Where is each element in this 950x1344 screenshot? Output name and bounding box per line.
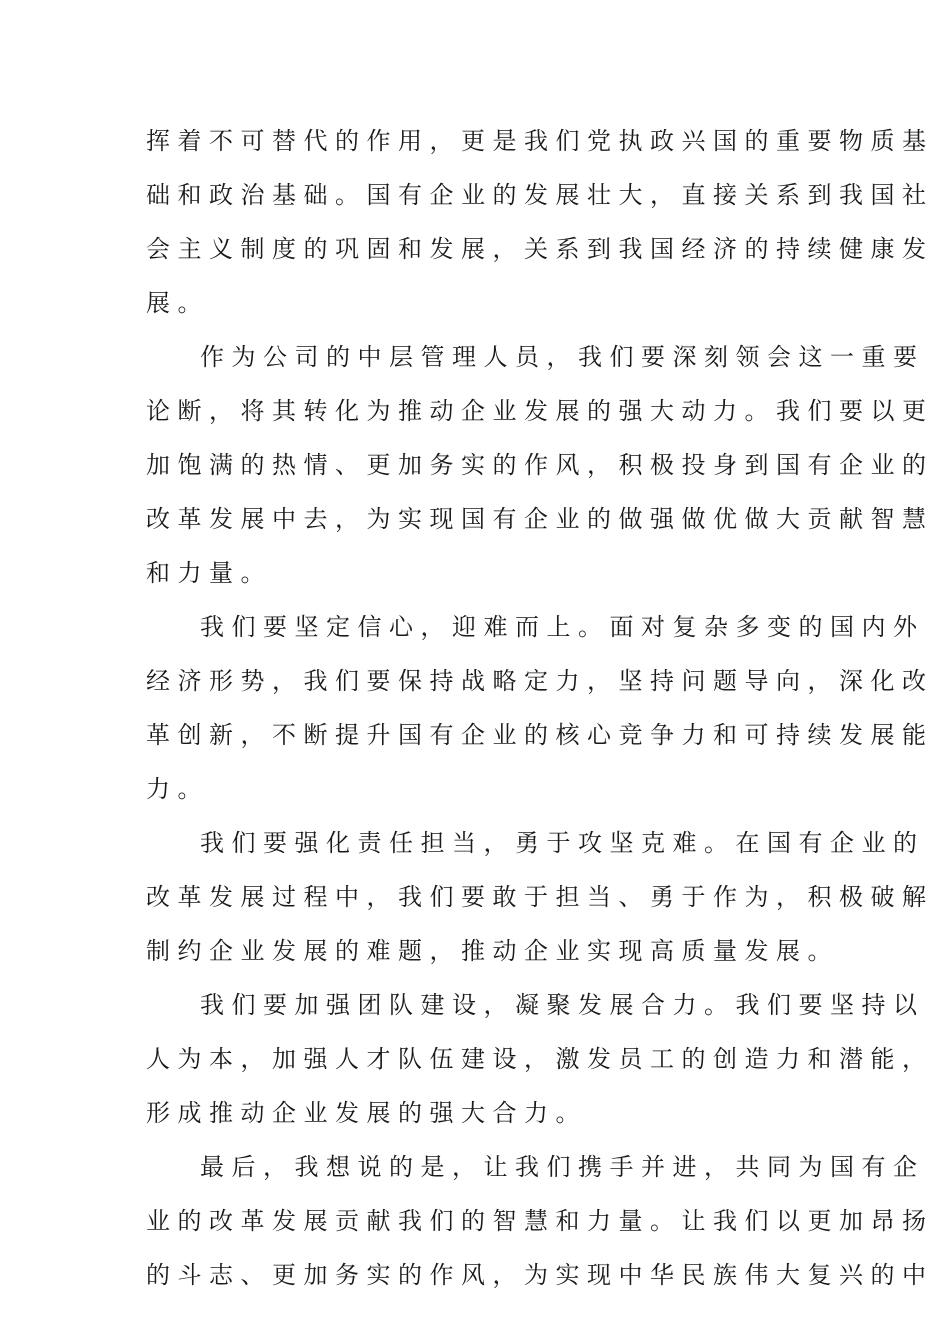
paragraph-first-line: 最后，我想说的是，让我们携手并进，共同为国有企: [200, 1153, 925, 1181]
text-line: 加饱满的热情、更加务实的作风，积极投身到国有企业的: [146, 451, 934, 479]
text-line: 人为本，加强人才队伍建设，激发员工的创造力和潜能，: [146, 1045, 934, 1073]
text-line: 革创新，不断提升国有企业的核心竞争力和可持续发展能: [146, 721, 934, 749]
text-line: 挥着不可替代的作用，更是我们党执政兴国的重要物质基: [146, 127, 934, 155]
text-line: 展。: [146, 289, 209, 317]
text-line: 的斗志、更加务实的作风，为实现中华民族伟大复兴的中: [146, 1261, 934, 1289]
paragraph-first-line: 作为公司的中层管理人员，我们要深刻领会这一重要: [200, 343, 925, 371]
text-line: 础和政治基础。国有企业的发展壮大，直接关系到我国社: [146, 181, 934, 209]
text-line: 形成推动企业发展的强大合力。: [146, 1099, 587, 1127]
text-line: 论断，将其转化为推动企业发展的强大动力。我们要以更: [146, 397, 934, 425]
text-line: 会主义制度的巩固和发展，关系到我国经济的持续健康发: [146, 235, 934, 263]
text-line: 经济形势，我们要保持战略定力，坚持问题导向，深化改: [146, 667, 934, 695]
text-line: 改革发展过程中，我们要敢于担当、勇于作为，积极破解: [146, 883, 934, 911]
paragraph-first-line: 我们要加强团队建设，凝聚发展合力。我们要坚持以: [200, 991, 925, 1019]
text-line: 制约企业发展的难题，推动企业实现高质量发展。: [146, 937, 839, 965]
text-line: 业的改革发展贡献我们的智慧和力量。让我们以更加昂扬: [146, 1207, 934, 1235]
paragraph-first-line: 我们要强化责任担当，勇于攻坚克难。在国有企业的: [200, 829, 925, 857]
paragraph-first-line: 我们要坚定信心，迎难而上。面对复杂多变的国内外: [200, 613, 925, 641]
text-line: 和力量。: [146, 559, 272, 587]
text-line: 力。: [146, 775, 209, 803]
text-line: 改革发展中去，为实现国有企业的做强做优做大贡献智慧: [146, 505, 934, 533]
